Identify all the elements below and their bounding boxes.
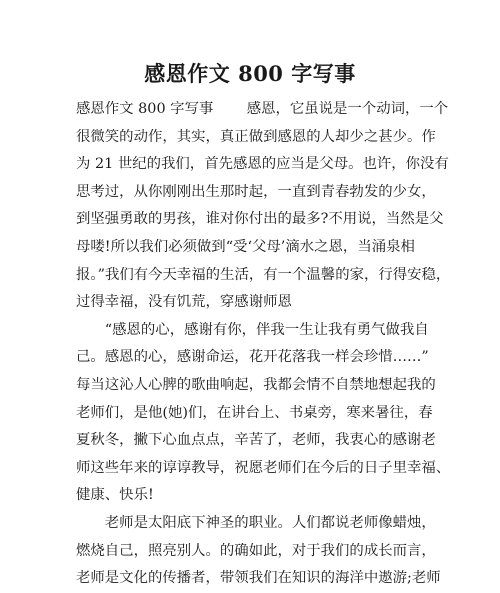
text-line: 很微笑的动作，其实，真正做到感恩的人却少之甚少。作 <box>76 128 436 145</box>
text-line: 老师是文化的传播者，带领我们在知识的海洋中遨游;老师 <box>76 570 441 587</box>
text-line: 老师是太阳底下神圣的职业。人们都说老师像蜡烛， <box>76 514 436 531</box>
text-line: 师这些年来的谆谆教导，祝愿老师们在今后的日子里幸福、 <box>76 459 451 476</box>
text-line: 每当这沁人心脾的歌曲响起，我都会情不自禁地想起我的 <box>76 376 436 393</box>
text-line: 夏秋冬，撇下心血点点，辛苦了，老师，我衷心的感谢老 <box>76 432 436 449</box>
essay-body <box>76 96 451 593</box>
text-line: 己。感恩的心，感谢命运，花开花落我一样会珍惜……” <box>76 349 429 366</box>
text-line: 燃烧自己，照亮别人。的确如此，对于我们的成长而言， <box>76 542 436 559</box>
text-line: 老师们，是他(她)们，在讲台上、书桌旁，寒来暑往，春 <box>76 404 433 421</box>
text-line: 过得幸福，没有饥荒，穿感谢师恩 <box>76 294 292 311</box>
document-title: 感恩作文 800 字写事 <box>144 61 356 86</box>
text-line: 到坚强勇敢的男孩，谁对你付出的最多?不用说，当然是父 <box>76 211 444 228</box>
text-line: “感恩的心，感谢有你，伴我一生让我有勇气做我自 <box>76 321 429 338</box>
text-line: 为 21 世纪的我们，首先感恩的应当是父母。也许，你没有 <box>76 156 449 173</box>
text-line: 报。”我们有今天幸福的生活，有一个温馨的家，行得安稳， <box>76 266 451 283</box>
text-line: 母喽!所以我们必须做到“受‘父母’滴水之恩，当涌泉相 <box>76 238 415 255</box>
text-line: 感恩作文 800 字写事 感恩，它虽说是一个动词，一个 <box>76 101 449 117</box>
text-line: 健康、快乐! <box>76 487 154 504</box>
text-line: 思考过，从你刚刚出生那时起，一直到青春勃发的少女， <box>76 183 436 200</box>
